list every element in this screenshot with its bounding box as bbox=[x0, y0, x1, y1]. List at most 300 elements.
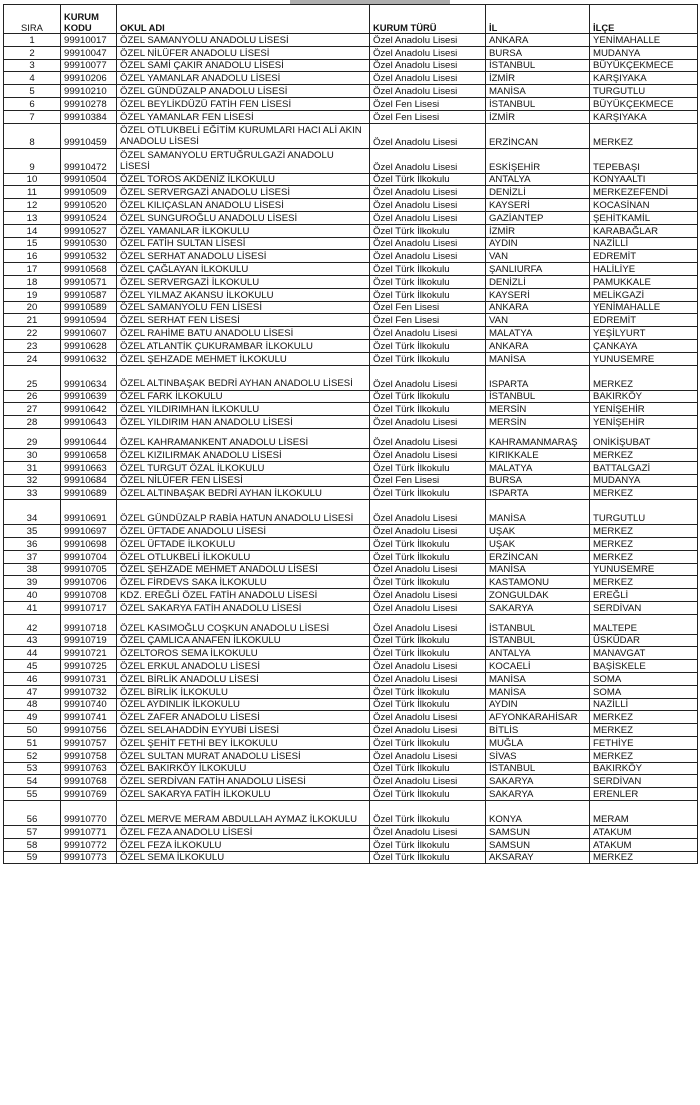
cell-il: BURSA bbox=[486, 46, 590, 59]
cell-okul-adi: ÖZEL ALTINBAŞAK BEDRİ AYHAN İLKOKULU bbox=[117, 487, 370, 500]
cell-il: BİTLİS bbox=[486, 724, 590, 737]
cell-kurum-kodu: 99910663 bbox=[61, 461, 117, 474]
cell-il: SAKARYA bbox=[486, 788, 590, 801]
cell-kurum-turu: Özel Anadolu Lisesi bbox=[370, 775, 486, 788]
table-row bbox=[4, 59, 698, 72]
table-row bbox=[4, 288, 698, 301]
cell-kurum-kodu: 99910772 bbox=[61, 838, 117, 851]
cell-il: İSTANBUL bbox=[486, 59, 590, 72]
cell-kurum-kodu: 99910741 bbox=[61, 711, 117, 724]
table-row bbox=[4, 339, 698, 352]
cell-il: KAYSERİ bbox=[486, 288, 590, 301]
cell-kurum-kodu: 99910532 bbox=[61, 250, 117, 263]
cell-il: İZMİR bbox=[486, 72, 590, 85]
cell-okul-adi: ÖZEL YILDIRIM HAN ANADOLU LİSESİ bbox=[117, 416, 370, 429]
cell-okul-adi: ÖZEL YILMAZ AKANSU İLKOKULU bbox=[117, 288, 370, 301]
cell-il: İZMİR bbox=[486, 224, 590, 237]
cell-sira: 42 bbox=[4, 614, 61, 634]
cell-kurum-kodu: 99910632 bbox=[61, 352, 117, 365]
cell-kurum-turu: Özel Türk İlkokulu bbox=[370, 224, 486, 237]
cell-okul-adi: ÖZEL SAKARYA FATİH ANADOLU LİSESİ bbox=[117, 601, 370, 614]
cell-sira: 30 bbox=[4, 448, 61, 461]
cell-kurum-kodu: 99910607 bbox=[61, 327, 117, 340]
cell-sira: 47 bbox=[4, 685, 61, 698]
cell-okul-adi: ÖZEL YILDIRIMHAN İLKOKULU bbox=[117, 403, 370, 416]
cell-okul-adi: ÖZEL SERDİVAN FATİH ANADOLU LİSESİ bbox=[117, 775, 370, 788]
cell-okul-adi: ÖZEL SAMİ ÇAKIR ANADOLU LİSESİ bbox=[117, 59, 370, 72]
header-il: İL bbox=[486, 5, 590, 34]
table-row bbox=[4, 614, 698, 634]
cell-kurum-turu: Özel Anadolu Lisesi bbox=[370, 711, 486, 724]
cell-kurum-kodu: 99910527 bbox=[61, 224, 117, 237]
cell-ilce: MUDANYA bbox=[590, 474, 698, 487]
table-row bbox=[4, 826, 698, 839]
cell-ilce: TURGUTLU bbox=[590, 500, 698, 525]
cell-okul-adi: ÖZEL SAMANYOLU ANADOLU LİSESİ bbox=[117, 34, 370, 47]
cell-ilce: ÜSKÜDAR bbox=[590, 634, 698, 647]
cell-sira: 26 bbox=[4, 390, 61, 403]
cell-sira: 31 bbox=[4, 461, 61, 474]
cell-kurum-turu: Özel Türk İlkokulu bbox=[370, 339, 486, 352]
cell-sira: 34 bbox=[4, 500, 61, 525]
cell-kurum-kodu: 99910768 bbox=[61, 775, 117, 788]
cell-kurum-turu: Özel Anadolu Lisesi bbox=[370, 525, 486, 538]
cell-kurum-turu: Özel Anadolu Lisesi bbox=[370, 416, 486, 429]
table-row bbox=[4, 788, 698, 801]
cell-ilce: MERKEZ bbox=[590, 525, 698, 538]
header-okul-adi: OKUL ADI bbox=[117, 5, 370, 34]
cell-ilce: KARŞIYAKA bbox=[590, 72, 698, 85]
cell-okul-adi: ÖZEL RAHİME BATU ANADOLU LİSESİ bbox=[117, 327, 370, 340]
cell-kurum-turu: Özel Anadolu Lisesi bbox=[370, 327, 486, 340]
cell-il: KIRIKKALE bbox=[486, 448, 590, 461]
cell-kurum-turu: Özel Türk İlkokulu bbox=[370, 403, 486, 416]
cell-sira: 27 bbox=[4, 403, 61, 416]
cell-okul-adi: ÖZEL SEMA İLKOKULU bbox=[117, 851, 370, 864]
cell-kurum-turu: Özel Türk İlkokulu bbox=[370, 275, 486, 288]
cell-ilce: BÜYÜKÇEKMECE bbox=[590, 97, 698, 110]
cell-il: ISPARTA bbox=[486, 487, 590, 500]
table-row bbox=[4, 148, 698, 173]
cell-ilce: NAZİLLİ bbox=[590, 698, 698, 711]
table-row bbox=[4, 563, 698, 576]
cell-il: MERSİN bbox=[486, 403, 590, 416]
cell-kurum-kodu: 99910594 bbox=[61, 314, 117, 327]
cell-ilce: KARABAĞLAR bbox=[590, 224, 698, 237]
table-row bbox=[4, 673, 698, 686]
cell-kurum-turu: Özel Anadolu Lisesi bbox=[370, 365, 486, 390]
cell-ilce: MERKEZ bbox=[590, 448, 698, 461]
cell-ilce: EDREMİT bbox=[590, 314, 698, 327]
cell-il: ESKİŞEHİR bbox=[486, 148, 590, 173]
cell-ilce: ATAKUM bbox=[590, 838, 698, 851]
cell-okul-adi: ÖZEL ŞEHİT FETHİ BEY İLKOKULU bbox=[117, 737, 370, 750]
cell-sira: 43 bbox=[4, 634, 61, 647]
cell-kurum-turu: Özel Türk İlkokulu bbox=[370, 550, 486, 563]
cell-il: BURSA bbox=[486, 474, 590, 487]
cell-il: DENİZLİ bbox=[486, 186, 590, 199]
cell-kurum-kodu: 99910047 bbox=[61, 46, 117, 59]
cell-sira: 21 bbox=[4, 314, 61, 327]
cell-il: KAHRAMANMARAŞ bbox=[486, 428, 590, 448]
cell-ilce: MUDANYA bbox=[590, 46, 698, 59]
table-row bbox=[4, 403, 698, 416]
table-row bbox=[4, 487, 698, 500]
table-row bbox=[4, 173, 698, 186]
cell-kurum-turu: Özel Fen Lisesi bbox=[370, 474, 486, 487]
cell-il: SAMSUN bbox=[486, 838, 590, 851]
cell-kurum-kodu: 99910509 bbox=[61, 186, 117, 199]
cell-kurum-kodu: 99910504 bbox=[61, 173, 117, 186]
table-row bbox=[4, 500, 698, 525]
cell-kurum-turu: Özel Anadolu Lisesi bbox=[370, 660, 486, 673]
cell-kurum-turu: Özel Anadolu Lisesi bbox=[370, 199, 486, 212]
cell-ilce: SOMA bbox=[590, 673, 698, 686]
cell-ilce: MERKEZ bbox=[590, 851, 698, 864]
cell-kurum-kodu: 99910587 bbox=[61, 288, 117, 301]
table-row bbox=[4, 762, 698, 775]
cell-sira: 28 bbox=[4, 416, 61, 429]
cell-kurum-kodu: 99910684 bbox=[61, 474, 117, 487]
table-row bbox=[4, 550, 698, 563]
cell-sira: 20 bbox=[4, 301, 61, 314]
cell-kurum-turu: Özel Türk İlkokulu bbox=[370, 288, 486, 301]
cell-kurum-kodu: 99910459 bbox=[61, 123, 117, 148]
table-row bbox=[4, 224, 698, 237]
cell-il: ISPARTA bbox=[486, 365, 590, 390]
cell-sira: 37 bbox=[4, 550, 61, 563]
cell-sira: 8 bbox=[4, 123, 61, 148]
cell-ilce: ATAKUM bbox=[590, 826, 698, 839]
cell-kurum-turu: Özel Anadolu Lisesi bbox=[370, 46, 486, 59]
cell-kurum-turu: Özel Türk İlkokulu bbox=[370, 737, 486, 750]
table-row bbox=[4, 97, 698, 110]
cell-kurum-kodu: 99910642 bbox=[61, 403, 117, 416]
cell-okul-adi: ÖZEL NİLÜFER ANADOLU LİSESİ bbox=[117, 46, 370, 59]
cell-kurum-turu: Özel Anadolu Lisesi bbox=[370, 211, 486, 224]
cell-kurum-kodu: 99910771 bbox=[61, 826, 117, 839]
cell-kurum-kodu: 99910384 bbox=[61, 110, 117, 123]
cell-il: KASTAMONU bbox=[486, 576, 590, 589]
table-row bbox=[4, 85, 698, 98]
cell-ilce: YEŞİLYURT bbox=[590, 327, 698, 340]
cell-sira: 53 bbox=[4, 762, 61, 775]
cell-kurum-kodu: 99910704 bbox=[61, 550, 117, 563]
cell-kurum-turu: Özel Türk İlkokulu bbox=[370, 537, 486, 550]
cell-sira: 3 bbox=[4, 59, 61, 72]
cell-sira: 2 bbox=[4, 46, 61, 59]
cell-sira: 48 bbox=[4, 698, 61, 711]
table-row bbox=[4, 634, 698, 647]
cell-il: SAMSUN bbox=[486, 826, 590, 839]
cell-okul-adi: ÖZEL ŞEHZADE MEHMET ANADOLU LİSESİ bbox=[117, 563, 370, 576]
cell-kurum-turu: Özel Türk İlkokulu bbox=[370, 698, 486, 711]
cell-kurum-kodu: 99910568 bbox=[61, 263, 117, 276]
table-row bbox=[4, 416, 698, 429]
cell-kurum-turu: Özel Anadolu Lisesi bbox=[370, 448, 486, 461]
table-body bbox=[4, 34, 698, 864]
cell-kurum-kodu: 99910589 bbox=[61, 301, 117, 314]
cell-kurum-turu: Özel Fen Lisesi bbox=[370, 314, 486, 327]
cell-il: KOCAELİ bbox=[486, 660, 590, 673]
cell-kurum-kodu: 99910721 bbox=[61, 647, 117, 660]
table-row bbox=[4, 576, 698, 589]
cell-sira: 49 bbox=[4, 711, 61, 724]
table-row bbox=[4, 211, 698, 224]
cell-okul-adi: ÖZEL KAHRAMANKENT ANADOLU LİSESİ bbox=[117, 428, 370, 448]
cell-kurum-kodu: 99910706 bbox=[61, 576, 117, 589]
cell-ilce: ERENLER bbox=[590, 788, 698, 801]
cell-il: AYDIN bbox=[486, 698, 590, 711]
cell-sira: 24 bbox=[4, 352, 61, 365]
cell-kurum-kodu: 99910708 bbox=[61, 589, 117, 602]
cell-sira: 29 bbox=[4, 428, 61, 448]
cell-kurum-kodu: 99910770 bbox=[61, 801, 117, 826]
table-row bbox=[4, 186, 698, 199]
cell-sira: 46 bbox=[4, 673, 61, 686]
cell-kurum-turu: Özel Türk İlkokulu bbox=[370, 801, 486, 826]
cell-okul-adi: ÖZEL SERVERGAZİ ANADOLU LİSESİ bbox=[117, 186, 370, 199]
cell-il: ERZİNCAN bbox=[486, 550, 590, 563]
cell-sira: 13 bbox=[4, 211, 61, 224]
header-kod-line1: KURUM bbox=[64, 11, 99, 22]
cell-okul-adi: ÖZEL GÜNDÜZALP ANADOLU LİSESİ bbox=[117, 85, 370, 98]
cell-ilce: SERDİVAN bbox=[590, 601, 698, 614]
table-row bbox=[4, 448, 698, 461]
cell-kurum-kodu: 99910530 bbox=[61, 237, 117, 250]
header-kurum-turu: KURUM TÜRÜ bbox=[370, 5, 486, 34]
cell-okul-adi: ÖZEL SERHAT ANADOLU LİSESİ bbox=[117, 250, 370, 263]
cell-sira: 9 bbox=[4, 148, 61, 173]
table-row bbox=[4, 660, 698, 673]
cell-il: SAKARYA bbox=[486, 601, 590, 614]
cell-il: MANİSA bbox=[486, 500, 590, 525]
cell-sira: 45 bbox=[4, 660, 61, 673]
cell-ilce: ÇANKAYA bbox=[590, 339, 698, 352]
cell-okul-adi: ÖZEL YAMANLAR FEN LİSESİ bbox=[117, 110, 370, 123]
header-ilce: İLÇE bbox=[590, 5, 698, 34]
cell-okul-adi: ÖZEL ÇAMLICA ANAFEN İLKOKULU bbox=[117, 634, 370, 647]
cell-okul-adi: ÖZEL SAMANYOLU FEN LİSESİ bbox=[117, 301, 370, 314]
cell-kurum-turu: Özel Fen Lisesi bbox=[370, 301, 486, 314]
cell-ilce: MERKEZ bbox=[590, 123, 698, 148]
cell-kurum-kodu: 99910524 bbox=[61, 211, 117, 224]
cell-okul-adi: ÖZEL FEZA İLKOKULU bbox=[117, 838, 370, 851]
cell-kurum-kodu: 99910773 bbox=[61, 851, 117, 864]
cell-sira: 17 bbox=[4, 263, 61, 276]
cell-kurum-kodu: 99910717 bbox=[61, 601, 117, 614]
cell-kurum-turu: Özel Anadolu Lisesi bbox=[370, 123, 486, 148]
table-row bbox=[4, 199, 698, 212]
cell-okul-adi: ÖZEL ZAFER ANADOLU LİSESİ bbox=[117, 711, 370, 724]
table-row bbox=[4, 601, 698, 614]
cell-kurum-kodu: 99910718 bbox=[61, 614, 117, 634]
cell-sira: 19 bbox=[4, 288, 61, 301]
cell-okul-adi: ÖZELTOROS SEMA İLKOKULU bbox=[117, 647, 370, 660]
cell-kurum-kodu: 99910634 bbox=[61, 365, 117, 390]
cell-kurum-kodu: 99910756 bbox=[61, 724, 117, 737]
cell-il: KAYSERİ bbox=[486, 199, 590, 212]
cell-kurum-turu: Özel Anadolu Lisesi bbox=[370, 250, 486, 263]
cell-okul-adi: ÖZEL OTLUKBELİ EĞİTİM KURUMLARI HACI ALİ AKIN ANADOLU LİSESİ bbox=[117, 123, 370, 148]
cell-okul-adi: ÖZEL SERVERGAZİ İLKOKULU bbox=[117, 275, 370, 288]
cell-ilce: YENİŞEHİR bbox=[590, 416, 698, 429]
cell-kurum-turu: Özel Türk İlkokulu bbox=[370, 851, 486, 864]
cell-il: ANKARA bbox=[486, 339, 590, 352]
cell-il: MALATYA bbox=[486, 327, 590, 340]
cell-il: ANKARA bbox=[486, 301, 590, 314]
cell-il: İSTANBUL bbox=[486, 762, 590, 775]
cell-il: İSTANBUL bbox=[486, 634, 590, 647]
cell-kurum-turu: Özel Türk İlkokulu bbox=[370, 461, 486, 474]
cell-kurum-turu: Özel Anadolu Lisesi bbox=[370, 186, 486, 199]
table-row bbox=[4, 461, 698, 474]
table-row bbox=[4, 327, 698, 340]
cell-il: MANİSA bbox=[486, 685, 590, 698]
table-row bbox=[4, 314, 698, 327]
table-row bbox=[4, 711, 698, 724]
cell-ilce: BAKIRKÖY bbox=[590, 762, 698, 775]
cell-ilce: EDREMİT bbox=[590, 250, 698, 263]
cell-kurum-kodu: 99910628 bbox=[61, 339, 117, 352]
cell-kurum-turu: Özel Türk İlkokulu bbox=[370, 173, 486, 186]
cell-il: ANTALYA bbox=[486, 647, 590, 660]
table-row bbox=[4, 352, 698, 365]
table-row bbox=[4, 428, 698, 448]
cell-okul-adi: ÖZEL FATİH SULTAN LİSESİ bbox=[117, 237, 370, 250]
cell-sira: 36 bbox=[4, 537, 61, 550]
cell-sira: 7 bbox=[4, 110, 61, 123]
table-row bbox=[4, 737, 698, 750]
cell-sira: 58 bbox=[4, 838, 61, 851]
cell-il: VAN bbox=[486, 250, 590, 263]
cell-kurum-turu: Özel Türk İlkokulu bbox=[370, 647, 486, 660]
cell-il: AKSARAY bbox=[486, 851, 590, 864]
cell-il: DENİZLİ bbox=[486, 275, 590, 288]
cell-ilce: KOCASİNAN bbox=[590, 199, 698, 212]
cell-okul-adi: ÖZEL ÜFTADE İLKOKULU bbox=[117, 537, 370, 550]
cell-kurum-kodu: 99910571 bbox=[61, 275, 117, 288]
cell-sira: 51 bbox=[4, 737, 61, 750]
cell-sira: 57 bbox=[4, 826, 61, 839]
cell-ilce: BATTALGAZİ bbox=[590, 461, 698, 474]
cell-il: MERSİN bbox=[486, 416, 590, 429]
cell-il: ZONGULDAK bbox=[486, 589, 590, 602]
cell-kurum-turu: Özel Anadolu Lisesi bbox=[370, 614, 486, 634]
cell-ilce: TURGUTLU bbox=[590, 85, 698, 98]
cell-sira: 55 bbox=[4, 788, 61, 801]
cell-okul-adi: ÖZEL TURGUT ÖZAL İLKOKULU bbox=[117, 461, 370, 474]
table-row bbox=[4, 525, 698, 538]
cell-il: ANKARA bbox=[486, 34, 590, 47]
table-row bbox=[4, 237, 698, 250]
cell-sira: 32 bbox=[4, 474, 61, 487]
cell-kurum-turu: Özel Türk İlkokulu bbox=[370, 634, 486, 647]
cell-sira: 56 bbox=[4, 801, 61, 826]
cell-kurum-turu: Özel Anadolu Lisesi bbox=[370, 500, 486, 525]
cell-kurum-kodu: 99910472 bbox=[61, 148, 117, 173]
cell-ilce: BAŞİSKELE bbox=[590, 660, 698, 673]
cell-ilce: TEPEBAŞI bbox=[590, 148, 698, 173]
cell-sira: 25 bbox=[4, 365, 61, 390]
cell-sira: 59 bbox=[4, 851, 61, 864]
table-row bbox=[4, 801, 698, 826]
table-row bbox=[4, 123, 698, 148]
cell-kurum-turu: Özel Türk İlkokulu bbox=[370, 263, 486, 276]
cell-il: UŞAK bbox=[486, 537, 590, 550]
cell-ilce: YENİMAHALLE bbox=[590, 301, 698, 314]
cell-ilce: YENİŞEHİR bbox=[590, 403, 698, 416]
cell-okul-adi: ÖZEL SELAHADDİN EYYUBİ LİSESİ bbox=[117, 724, 370, 737]
cell-sira: 11 bbox=[4, 186, 61, 199]
cell-kurum-kodu: 99910705 bbox=[61, 563, 117, 576]
cell-kurum-turu: Özel Anadolu Lisesi bbox=[370, 237, 486, 250]
cell-ilce: HALİLİYE bbox=[590, 263, 698, 276]
cell-ilce: MERKEZ bbox=[590, 576, 698, 589]
table-row bbox=[4, 250, 698, 263]
cell-kurum-turu: Özel Türk İlkokulu bbox=[370, 788, 486, 801]
cell-kurum-turu: Özel Türk İlkokulu bbox=[370, 390, 486, 403]
cell-ilce: MERKEZ bbox=[590, 724, 698, 737]
table-row bbox=[4, 647, 698, 660]
cell-il: ERZİNCAN bbox=[486, 123, 590, 148]
cell-kurum-kodu: 99910278 bbox=[61, 97, 117, 110]
cell-kurum-kodu: 99910719 bbox=[61, 634, 117, 647]
cell-kurum-turu: Özel Türk İlkokulu bbox=[370, 838, 486, 851]
cell-sira: 10 bbox=[4, 173, 61, 186]
cell-kurum-turu: Özel Anadolu Lisesi bbox=[370, 673, 486, 686]
table-row bbox=[4, 72, 698, 85]
cell-kurum-kodu: 99910769 bbox=[61, 788, 117, 801]
cell-ilce: MANAVGAT bbox=[590, 647, 698, 660]
cell-sira: 4 bbox=[4, 72, 61, 85]
cell-okul-adi: ÖZEL SAKARYA FATİH İLKOKULU bbox=[117, 788, 370, 801]
cell-kurum-kodu: 99910210 bbox=[61, 85, 117, 98]
cell-sira: 16 bbox=[4, 250, 61, 263]
cell-okul-adi: ÖZEL YAMANLAR İLKOKULU bbox=[117, 224, 370, 237]
cell-ilce: YUNUSEMRE bbox=[590, 563, 698, 576]
cell-okul-adi: KDZ. EREĞLİ ÖZEL FATİH ANADOLU LİSESİ bbox=[117, 589, 370, 602]
cell-okul-adi: ÖZEL ŞEHZADE MEHMET İLKOKULU bbox=[117, 352, 370, 365]
cell-il: İZMİR bbox=[486, 110, 590, 123]
cell-ilce: ŞEHİTKAMİL bbox=[590, 211, 698, 224]
cell-kurum-turu: Özel Anadolu Lisesi bbox=[370, 589, 486, 602]
cell-kurum-kodu: 99910740 bbox=[61, 698, 117, 711]
cell-il: MANİSA bbox=[486, 352, 590, 365]
table-row bbox=[4, 775, 698, 788]
table-row bbox=[4, 851, 698, 864]
cell-okul-adi: ÖZEL FARK İLKOKULU bbox=[117, 390, 370, 403]
cell-okul-adi: ÖZEL ÇAĞLAYAN İLKOKULU bbox=[117, 263, 370, 276]
cell-okul-adi: ÖZEL AYDINLIK İLKOKULU bbox=[117, 698, 370, 711]
cell-okul-adi: ÖZEL FİRDEVS SAKA İLKOKULU bbox=[117, 576, 370, 589]
cell-kurum-kodu: 99910697 bbox=[61, 525, 117, 538]
cell-kurum-turu: Özel Anadolu Lisesi bbox=[370, 601, 486, 614]
cell-okul-adi: ÖZEL ERKUL ANADOLU LİSESİ bbox=[117, 660, 370, 673]
cell-okul-adi: ÖZEL BİRLİK ANADOLU LİSESİ bbox=[117, 673, 370, 686]
table-row bbox=[4, 698, 698, 711]
cell-kurum-turu: Özel Anadolu Lisesi bbox=[370, 85, 486, 98]
cell-kurum-turu: Özel Anadolu Lisesi bbox=[370, 148, 486, 173]
cell-okul-adi: ÖZEL KILIÇASLAN ANADOLU LİSESİ bbox=[117, 199, 370, 212]
cell-kurum-turu: Özel Fen Lisesi bbox=[370, 97, 486, 110]
cell-ilce: MERKEZ bbox=[590, 537, 698, 550]
table-row bbox=[4, 275, 698, 288]
cell-kurum-turu: Özel Anadolu Lisesi bbox=[370, 428, 486, 448]
schools-table bbox=[3, 4, 698, 864]
cell-ilce: MALTEPE bbox=[590, 614, 698, 634]
cell-kurum-kodu: 99910639 bbox=[61, 390, 117, 403]
